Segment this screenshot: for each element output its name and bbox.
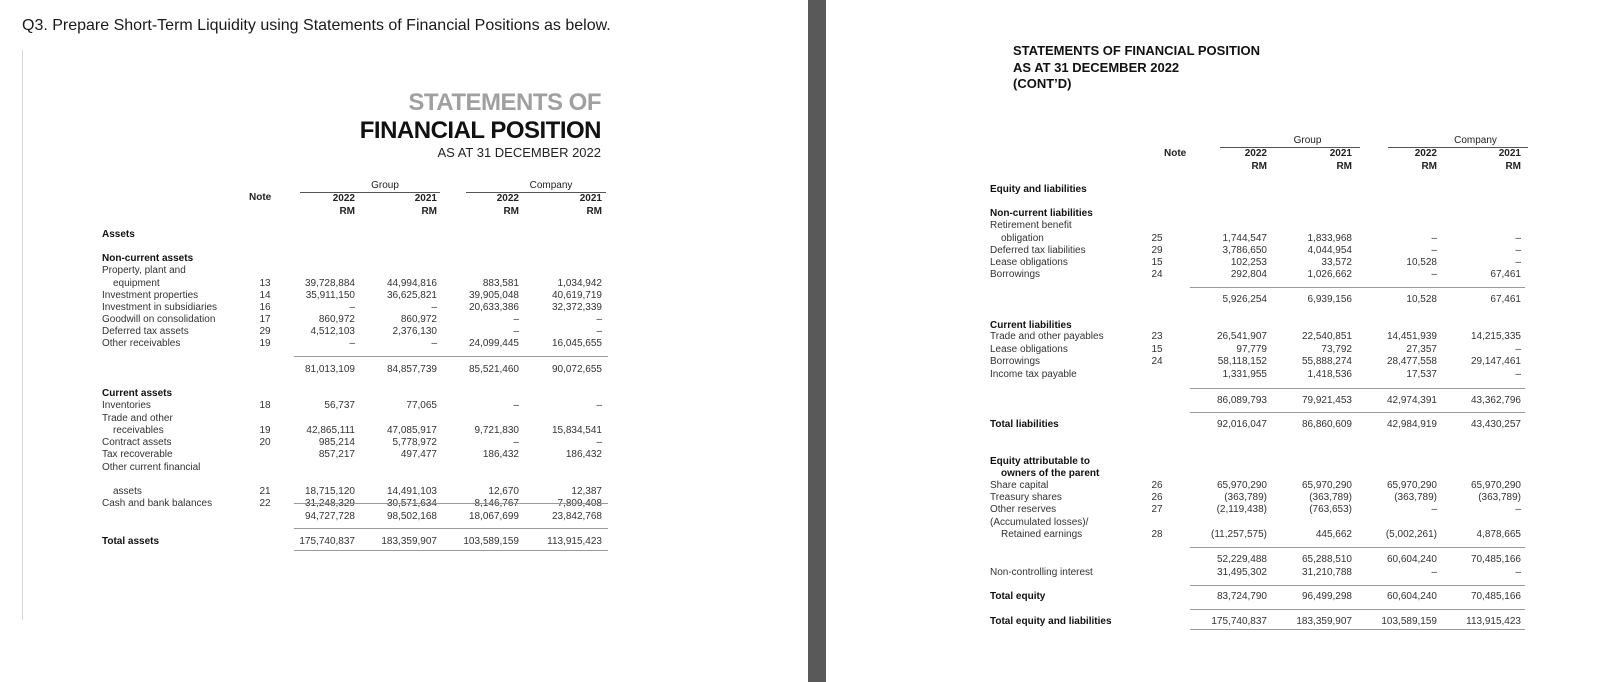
right-row-label: Borrowings <box>990 269 1041 280</box>
right-row-value: 60,604,240 <box>1386 591 1437 602</box>
left-row-value: 90,072,655 <box>551 364 602 375</box>
right-total-rule <box>1190 412 1525 413</box>
right-row-value: 43,362,796 <box>1470 395 1521 406</box>
left-company-header: Company <box>529 180 573 191</box>
right-row-label: owners of the parent <box>1001 468 1100 479</box>
right-row-value: 70,485,166 <box>1470 554 1521 565</box>
right-row-value: 42,984,919 <box>1386 419 1437 430</box>
left-row-value: 24,099,445 <box>468 338 519 349</box>
right-company-header: Company <box>1454 135 1497 146</box>
left-total-rule <box>294 356 608 357</box>
left-row-label: Current assets <box>102 388 173 399</box>
right-row-value: 70,485,166 <box>1470 591 1521 602</box>
left-row-value: 85,521,460 <box>468 364 519 375</box>
right-row-label: Non-controlling interest <box>990 567 1093 578</box>
right-row-value: 92,016,047 <box>1216 419 1267 430</box>
left-row-value: 2,376,130 <box>392 326 437 337</box>
right-row-label: Total equity and liabilities <box>990 616 1112 627</box>
right-total-rule <box>1190 585 1525 586</box>
right-row-value: 31,210,788 <box>1301 567 1352 578</box>
right-row-value: 67,461 <box>1490 294 1521 305</box>
question-text: Q3. Prepare Short-Term Liquidity using Statements of Financial Positions as below. <box>22 17 611 34</box>
left-row-note: 13 <box>259 278 271 289</box>
right-row-value: 67,461 <box>1490 269 1521 280</box>
left-row-note: 20 <box>259 437 271 448</box>
right-row-note: 24 <box>1151 269 1163 280</box>
right-row-note: 15 <box>1151 257 1163 268</box>
right-row-value: 4,878,665 <box>1476 529 1521 540</box>
left-row-value: 183,359,907 <box>381 536 437 547</box>
left-total-rule <box>294 528 608 529</box>
left-row-value: 40,619,719 <box>551 290 602 301</box>
left-row-label: Contract assets <box>102 437 172 448</box>
left-row-value: 47,085,917 <box>386 425 437 436</box>
left-row-value: 113,915,423 <box>547 536 602 547</box>
left-row-note: 18 <box>259 400 271 411</box>
left-row-value: 12,670 <box>488 486 519 497</box>
left-row-value: 857,217 <box>318 449 355 460</box>
left-row-label: Total assets <box>102 536 160 547</box>
left-row-value: 81,013,109 <box>304 364 355 375</box>
right-year-2021-group: 2021 <box>1329 148 1352 159</box>
right-row-value: (11,257,575) <box>1211 529 1267 540</box>
right-row-value: 79,921,453 <box>1301 395 1352 406</box>
right-row-value: 65,970,290 <box>1301 480 1352 491</box>
right-row-note: 29 <box>1151 245 1163 256</box>
right-row-value: – <box>1431 504 1437 515</box>
left-title-line3: AS AT 31 DECEMBER 2022 <box>437 145 601 160</box>
right-row-label: Income tax payable <box>990 369 1077 380</box>
right-row-value: – <box>1515 233 1521 244</box>
right-row-value: (363,789) <box>1309 492 1352 503</box>
right-row-value: 183,359,907 <box>1296 616 1352 627</box>
left-row-value: 39,905,048 <box>468 290 519 301</box>
left-row-value: 103,589,159 <box>463 536 519 547</box>
right-unit-3: RM <box>1421 161 1437 172</box>
right-row-value: 10,528 <box>1406 294 1437 305</box>
right-group-header: Group <box>1293 135 1322 146</box>
left-row-value: 32,372,339 <box>551 302 602 313</box>
right-row-label: Lease obligations <box>990 257 1068 268</box>
right-row-label: (Accumulated losses)/ <box>990 517 1089 528</box>
right-row-label: Treasury shares <box>990 492 1062 503</box>
left-row-value: 7,809,408 <box>557 498 602 509</box>
left-row-value: 42,865,111 <box>306 425 355 436</box>
page-margin-line <box>22 50 23 620</box>
right-row-value: 58,118,152 <box>1217 356 1267 367</box>
right-row-value: 33,572 <box>1321 257 1352 268</box>
right-row-value: 14,215,335 <box>1470 331 1521 342</box>
right-row-value: 60,604,240 <box>1386 554 1437 565</box>
left-row-value: – <box>596 400 602 411</box>
right-row-label: obligation <box>1001 233 1044 244</box>
left-row-value: 9,721,830 <box>474 425 519 436</box>
left-row-label: Trade and other <box>102 413 173 424</box>
left-year-2022-company: 2022 <box>496 193 519 204</box>
right-row-label: Trade and other payables <box>990 331 1104 342</box>
right-row-label: Share capital <box>990 480 1049 491</box>
right-row-value: – <box>1431 233 1437 244</box>
right-row-note: 23 <box>1151 331 1163 342</box>
left-row-label: equipment <box>113 278 160 289</box>
left-row-value: 20,633,386 <box>468 302 519 313</box>
right-title-line2: AS AT 31 DECEMBER 2022 <box>1013 60 1180 75</box>
right-row-value: (2,119,438) <box>1216 504 1267 515</box>
left-row-value: 18,715,120 <box>304 486 355 497</box>
left-row-label: Non-current assets <box>102 253 194 264</box>
right-row-label: Lease obligations <box>990 344 1068 355</box>
left-row-value: 30,571,634 <box>386 498 437 509</box>
left-row-value: – <box>349 338 355 349</box>
left-unit-2: RM <box>421 206 437 217</box>
right-row-value: 28,477,558 <box>1386 356 1437 367</box>
left-row-label: Investment properties <box>102 290 199 301</box>
left-year-2021-company: 2021 <box>579 193 602 204</box>
right-row-value: 10,528 <box>1406 257 1437 268</box>
left-row-value: 883,581 <box>482 278 519 289</box>
left-row-value: – <box>431 302 437 313</box>
right-row-value: 14,451,939 <box>1386 331 1437 342</box>
left-unit-3: RM <box>503 206 519 217</box>
left-row-value: 84,857,739 <box>386 364 437 375</box>
right-row-value: 31,495,302 <box>1216 567 1267 578</box>
left-row-value: 175,740,837 <box>299 536 355 547</box>
right-row-value: (763,653) <box>1309 504 1352 515</box>
right-row-note: 25 <box>1151 233 1163 244</box>
left-row-label: Deferred tax assets <box>102 326 189 337</box>
right-row-value: 1,331,955 <box>1222 369 1267 380</box>
left-row-note: 16 <box>259 302 271 313</box>
right-row-note: 27 <box>1151 504 1163 515</box>
right-row-value: 17,537 <box>1406 369 1437 380</box>
right-row-value: 42,974,391 <box>1386 395 1437 406</box>
right-row-note: 24 <box>1151 356 1163 367</box>
right-row-value: (363,789) <box>1478 492 1521 503</box>
right-row-value: 445,662 <box>1315 529 1352 540</box>
right-row-value: 86,089,793 <box>1216 395 1267 406</box>
right-row-value: – <box>1515 245 1521 256</box>
right-unit-2: RM <box>1336 161 1352 172</box>
left-row-value: 36,625,821 <box>386 290 437 301</box>
right-row-label: Non-current liabilities <box>990 208 1093 219</box>
right-row-value: – <box>1431 567 1437 578</box>
left-row-note: 19 <box>259 425 271 436</box>
right-row-value: 43,430,257 <box>1470 419 1521 430</box>
right-row-value: (363,789) <box>1394 492 1437 503</box>
right-row-label: Retirement benefit <box>990 220 1072 231</box>
left-row-note: 19 <box>259 338 271 349</box>
left-row-label: Tax recoverable <box>102 449 173 460</box>
right-row-value: – <box>1515 567 1521 578</box>
left-row-value: 23,842,768 <box>551 511 602 522</box>
left-row-value: – <box>596 326 602 337</box>
left-row-label: Inventories <box>102 400 151 411</box>
right-row-value: 3,786,650 <box>1222 245 1267 256</box>
right-total-rule <box>1190 287 1525 288</box>
left-row-value: 94,727,728 <box>304 511 355 522</box>
left-row-value: 860,972 <box>318 314 355 325</box>
left-row-label: Property, plant and <box>102 265 186 276</box>
right-row-label: Equity attributable to <box>990 456 1090 467</box>
right-row-value: 86,860,609 <box>1301 419 1352 430</box>
right-row-value: – <box>1431 245 1437 256</box>
right-total-rule <box>1190 609 1525 610</box>
left-row-value: – <box>513 326 519 337</box>
right-row-value: 1,833,968 <box>1307 233 1352 244</box>
right-row-value: 65,970,290 <box>1386 480 1437 491</box>
right-row-label: Deferred tax liabilities <box>990 245 1086 256</box>
left-row-label: Cash and bank balances <box>102 498 213 509</box>
left-row-value: 56,737 <box>324 400 355 411</box>
left-row-value: 860,972 <box>400 314 437 325</box>
left-unit-1: RM <box>339 206 355 217</box>
left-row-label: Assets <box>102 229 135 240</box>
right-unit-4: RM <box>1505 161 1521 172</box>
right-note-header: Note <box>1164 148 1187 159</box>
right-row-value: 83,724,790 <box>1216 591 1267 602</box>
right-row-value: 73,792 <box>1321 344 1352 355</box>
right-row-value: 175,740,837 <box>1211 616 1267 627</box>
right-row-value: 1,026,662 <box>1307 269 1352 280</box>
right-row-value: 65,970,290 <box>1470 480 1521 491</box>
left-total-rule <box>294 503 608 504</box>
left-row-value: – <box>596 437 602 448</box>
right-row-value: 292,804 <box>1230 269 1267 280</box>
right-row-value: 4,044,954 <box>1307 245 1352 256</box>
left-row-value: – <box>513 437 519 448</box>
left-row-value: 31,248,329 <box>304 498 355 509</box>
right-row-value: – <box>1431 269 1437 280</box>
left-row-value: 77,065 <box>406 400 437 411</box>
right-unit-1: RM <box>1251 161 1267 172</box>
left-year-2021-group: 2021 <box>414 193 437 204</box>
right-row-value: 97,779 <box>1236 344 1267 355</box>
right-row-note: 26 <box>1151 492 1163 503</box>
right-row-value: 65,288,510 <box>1301 554 1352 565</box>
right-row-label: Other reserves <box>990 504 1057 515</box>
left-title-line1: STATEMENTS OF <box>408 89 601 116</box>
right-row-value: 55,888,274 <box>1301 356 1352 367</box>
left-row-value: 39,728,884 <box>304 278 355 289</box>
left-row-note: 14 <box>259 290 271 301</box>
right-title-line1: STATEMENTS OF FINANCIAL POSITION <box>1013 43 1260 58</box>
left-row-value: 18,067,699 <box>468 511 519 522</box>
right-row-value: (5,002,261) <box>1385 529 1437 540</box>
right-row-value: 26,541,907 <box>1216 331 1267 342</box>
right-row-value: – <box>1515 257 1521 268</box>
left-row-value: – <box>349 302 355 313</box>
right-title-line3: (CONT’D) <box>1013 76 1072 91</box>
left-row-value: 12,387 <box>571 486 602 497</box>
right-row-label: Borrowings <box>990 356 1041 367</box>
left-row-value: – <box>513 314 519 325</box>
right-row-value: – <box>1515 504 1521 515</box>
left-row-value: 14,491,103 <box>386 486 437 497</box>
left-row-note: 17 <box>259 314 271 325</box>
left-note-header: Note <box>249 192 272 203</box>
left-row-value: 98,502,168 <box>386 511 437 522</box>
left-row-value: 186,432 <box>565 449 602 460</box>
left-row-label: receivables <box>113 425 164 436</box>
left-row-value: 985,214 <box>318 437 355 448</box>
left-row-note: 21 <box>259 486 271 497</box>
right-total-rule <box>1190 629 1525 630</box>
left-row-label: assets <box>113 486 142 497</box>
right-total-rule <box>1190 547 1525 548</box>
right-row-value: (363,789) <box>1224 492 1267 503</box>
right-row-value: 29,147,461 <box>1470 356 1521 367</box>
right-total-rule <box>1190 388 1525 389</box>
right-row-value: 65,970,290 <box>1216 480 1267 491</box>
left-row-label: Other receivables <box>102 338 181 349</box>
right-row-note: 15 <box>1151 344 1163 355</box>
left-group-header: Group <box>371 180 399 191</box>
right-row-value: 1,418,536 <box>1307 369 1352 380</box>
left-row-label: Investment in subsidiaries <box>102 302 218 313</box>
left-row-value: 35,911,150 <box>305 290 355 301</box>
right-row-value: 6,939,156 <box>1307 294 1352 305</box>
left-row-value: 15,834,541 <box>551 425 602 436</box>
right-row-value: – <box>1515 344 1521 355</box>
right-row-value: 1,744,547 <box>1222 233 1267 244</box>
left-title-line2: FINANCIAL POSITION <box>359 117 601 144</box>
left-row-value: 5,778,972 <box>392 437 437 448</box>
right-row-value: – <box>1515 369 1521 380</box>
page-divider <box>808 0 826 682</box>
left-row-value: 44,994,816 <box>386 278 437 289</box>
right-year-2021-company: 2021 <box>1498 148 1521 159</box>
left-row-value: – <box>513 400 519 411</box>
right-row-value: 102,253 <box>1230 257 1267 268</box>
right-row-value: 27,357 <box>1406 344 1437 355</box>
right-row-label: Total equity <box>990 591 1046 602</box>
right-row-label: Total liabilities <box>990 419 1059 430</box>
left-year-2022-group: 2022 <box>332 193 355 204</box>
left-unit-4: RM <box>586 206 602 217</box>
right-row-value: 96,499,298 <box>1301 591 1352 602</box>
left-row-note: 22 <box>259 498 271 509</box>
left-row-value: – <box>596 314 602 325</box>
left-row-value: 8,146,767 <box>474 498 519 509</box>
right-row-label: Retained earnings <box>1001 529 1083 540</box>
right-row-note: 28 <box>1151 529 1163 540</box>
right-row-label: Current liabilities <box>990 320 1072 331</box>
left-total-rule <box>294 550 608 551</box>
right-row-value: 52,229,488 <box>1216 554 1267 565</box>
right-row-value: 113,915,423 <box>1466 616 1521 627</box>
left-row-label: Other current financial <box>102 462 201 473</box>
left-row-note: 29 <box>259 326 271 337</box>
left-row-value: – <box>431 338 437 349</box>
right-row-label: Equity and liabilities <box>990 184 1087 195</box>
left-row-value: 4,512,103 <box>310 326 355 337</box>
right-row-value: 22,540,851 <box>1301 331 1352 342</box>
left-row-value: 497,477 <box>400 449 437 460</box>
right-row-value: 103,589,159 <box>1381 616 1437 627</box>
left-row-value: 16,045,655 <box>551 338 602 349</box>
left-row-value: 186,432 <box>482 449 519 460</box>
right-year-2022-group: 2022 <box>1244 148 1267 159</box>
right-row-note: 26 <box>1151 480 1163 491</box>
right-year-2022-company: 2022 <box>1414 148 1437 159</box>
right-row-value: 5,926,254 <box>1222 294 1267 305</box>
left-row-label: Goodwill on consolidation <box>102 314 216 325</box>
left-row-value: 1,034,942 <box>557 278 602 289</box>
